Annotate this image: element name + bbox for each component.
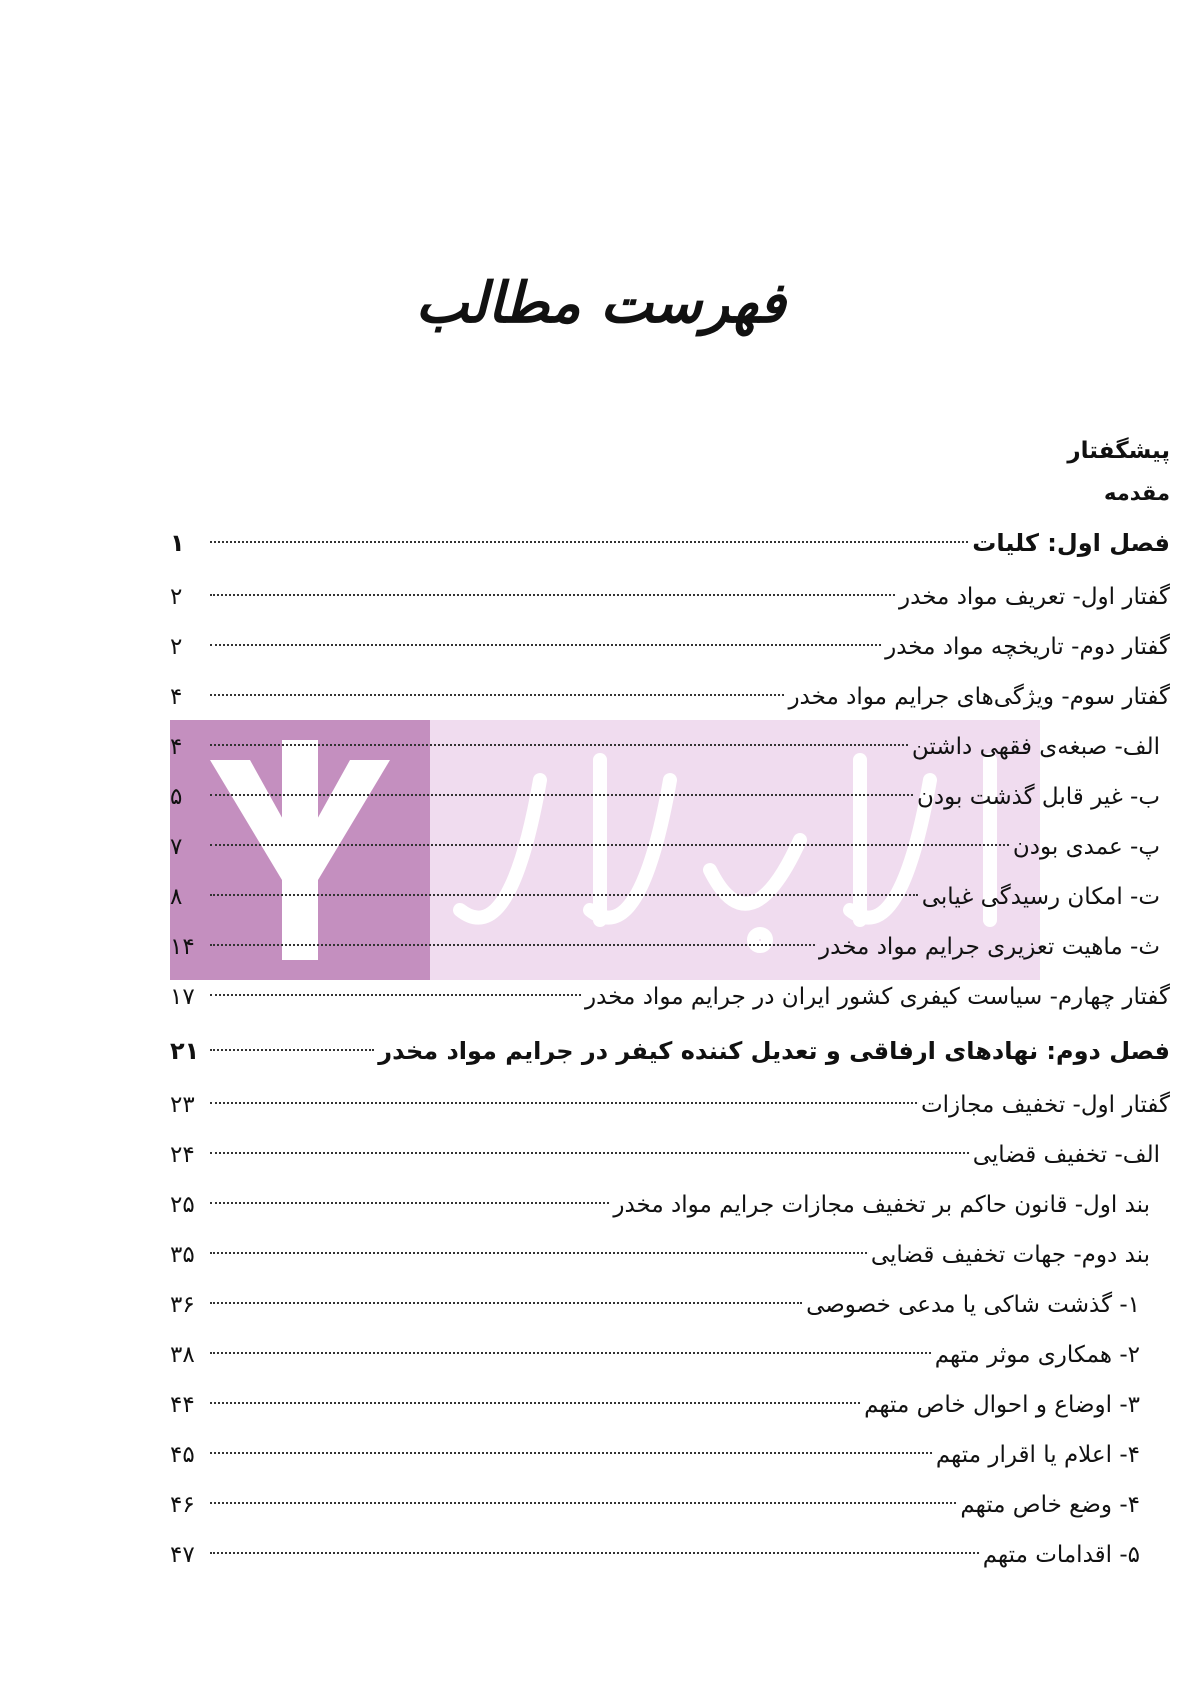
toc-entry-label: الف- صبغه‌ی فقهی داشتن xyxy=(911,734,1160,760)
toc-entry-label: ۴- اعلام یا اقرار متهم xyxy=(935,1442,1140,1468)
dot-leader xyxy=(210,794,913,796)
page-title: فهرست مطالب xyxy=(415,270,786,336)
toc-entry-row xyxy=(170,922,1170,972)
toc-entry-label: ۵- اقدامات متهم xyxy=(982,1542,1140,1568)
dot-leader xyxy=(210,694,784,696)
dot-leader xyxy=(210,1049,374,1051)
table-of-contents xyxy=(170,430,1170,1580)
toc-entry-row xyxy=(170,722,1170,772)
dot-leader xyxy=(210,994,581,996)
dot-leader xyxy=(210,594,895,596)
dot-leader xyxy=(210,1552,979,1554)
toc-page-number: ۴۴ xyxy=(170,1392,195,1418)
toc-entry-label: ۱- گذشت شاکی یا مدعی خصوصی xyxy=(806,1292,1140,1318)
toc-page-number: ۲ xyxy=(170,634,183,660)
toc-entry-row xyxy=(170,1130,1170,1180)
toc-entry-row xyxy=(170,972,1170,1022)
toc-entry-row xyxy=(170,872,1170,922)
preface-heading: پیشگفتار xyxy=(1067,438,1170,464)
toc-page-number: ۳۵ xyxy=(170,1242,195,1268)
toc-entry-label: ب- غیر قابل گذشت بودن xyxy=(917,784,1160,810)
dot-leader xyxy=(210,541,968,543)
toc-entry-label: گفتار اول- تعریف مواد مخدر xyxy=(899,584,1170,610)
toc-page-number: ۴ xyxy=(170,734,183,760)
toc-entry-row xyxy=(170,1080,1170,1130)
toc-page-number: ۲۴ xyxy=(170,1142,195,1168)
dot-leader xyxy=(210,1102,917,1104)
toc-entry-row xyxy=(170,1280,1170,1330)
dot-leader xyxy=(210,1502,956,1504)
toc-entry-row xyxy=(170,622,1170,672)
toc-entry-row xyxy=(170,822,1170,872)
toc-entry-label: گفتار دوم- تاریخچه مواد مخدر xyxy=(885,634,1170,660)
dot-leader xyxy=(210,1302,802,1304)
toc-entry-row xyxy=(170,572,1170,622)
toc-page-number: ۵ xyxy=(170,784,183,810)
toc-entry-label: بند اول- قانون حاکم بر تخفیف مجازات جرایم مواد مخدر xyxy=(613,1192,1150,1218)
toc-entry-label: ۲- همکاری موثر متهم xyxy=(934,1342,1140,1368)
toc-entry-label: ث- ماهیت تعزیری جرایم مواد مخدر xyxy=(819,934,1160,960)
toc-entry-row xyxy=(170,1330,1170,1380)
toc-page-number: ۲ xyxy=(170,584,183,610)
toc-chapter-row xyxy=(170,514,1170,572)
toc-entry-label: گفتار اول- تخفیف مجازات xyxy=(920,1092,1170,1118)
introduction-heading: مقدمه xyxy=(1104,481,1170,505)
dot-leader xyxy=(210,1452,932,1454)
toc-entry-label: الف- تخفیف قضایی xyxy=(972,1142,1160,1168)
toc-entry-row xyxy=(170,1530,1170,1580)
toc-entry-label: ۳- اوضاع و احوال خاص متهم xyxy=(864,1392,1140,1418)
toc-page-number: ۱ xyxy=(170,529,185,557)
dot-leader xyxy=(210,894,918,896)
toc-chapter-row xyxy=(170,1022,1170,1080)
toc-entry-row xyxy=(170,772,1170,822)
toc-page-number: ۷ xyxy=(170,834,183,860)
toc-page-number: ۱۷ xyxy=(170,984,195,1010)
toc-page-number: ۲۳ xyxy=(170,1092,195,1118)
toc-page-number: ۴۵ xyxy=(170,1442,195,1468)
dot-leader xyxy=(210,644,881,646)
toc-entry-label: ۴- وضع خاص متهم xyxy=(960,1492,1140,1518)
dot-leader xyxy=(210,944,815,946)
toc-page-number: ۴۶ xyxy=(170,1492,195,1518)
toc-entry-label: بند دوم- جهات تخفیف قضایی xyxy=(870,1242,1150,1268)
dot-leader xyxy=(210,744,908,746)
toc-page-number: ۸ xyxy=(170,884,183,910)
dot-leader xyxy=(210,1202,609,1204)
toc-entry-label: گفتار سوم- ویژگی‌های جرایم مواد مخدر xyxy=(788,684,1170,710)
toc-page-number: ۱۴ xyxy=(170,934,195,960)
toc-entry-row xyxy=(170,1230,1170,1280)
toc-page-number: ۲۵ xyxy=(170,1192,195,1218)
toc-entry-row xyxy=(170,672,1170,722)
toc-entry-label: فصل اول: کلیات xyxy=(972,529,1170,557)
toc-page-number: ۳۶ xyxy=(170,1292,195,1318)
toc-page-number: ۴۷ xyxy=(170,1542,195,1568)
toc-entry-label: فصل دوم: نهادهای ارفاقی و تعدیل کننده کیفر در جرایم مواد مخدر xyxy=(378,1037,1170,1065)
toc-page-number: ۲۱ xyxy=(170,1037,200,1065)
toc-page-number: ۳۸ xyxy=(170,1342,195,1368)
toc-entry-row xyxy=(170,1480,1170,1530)
toc-page-number: ۴ xyxy=(170,684,183,710)
toc-entry-label: گفتار چهارم- سیاست کیفری کشور ایران در جرایم مواد مخدر xyxy=(585,984,1170,1010)
toc-entry-row xyxy=(170,1430,1170,1480)
toc-entry-row xyxy=(170,1180,1170,1230)
dot-leader xyxy=(210,1352,931,1354)
dot-leader xyxy=(210,1252,867,1254)
toc-entry-label: ت- امکان رسیدگی غیابی xyxy=(921,884,1160,910)
toc-entry-label: پ- عمدی بودن xyxy=(1012,834,1160,860)
dot-leader xyxy=(210,844,1009,846)
dot-leader xyxy=(210,1402,860,1404)
toc-entry-row xyxy=(170,1380,1170,1430)
dot-leader xyxy=(210,1152,969,1154)
